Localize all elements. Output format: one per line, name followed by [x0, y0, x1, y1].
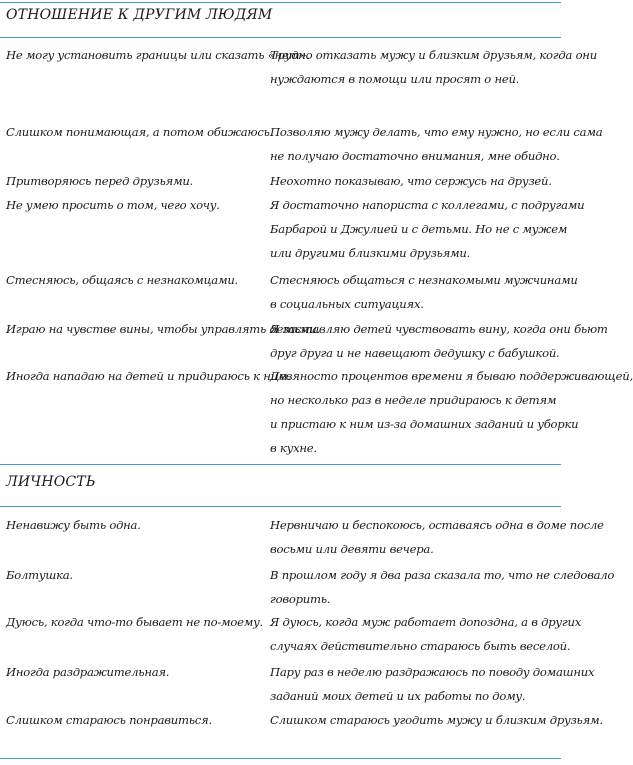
section-title-relations: ОТНОШЕНИЕ К ДРУГИМ ЛЮДЯМ: [6, 7, 273, 23]
row-left: Дуюсь, когда что-то бывает не по-моему.: [6, 615, 263, 629]
row-right: Стесняюсь общаться с незнакомыми мужчинами в социальных ситуациях.: [270, 273, 578, 311]
row-right: Неохотно показываю, что сержусь на друзей.: [270, 174, 552, 188]
row-left: Слишком понимающая, а потом обижаюсь.: [6, 125, 274, 139]
section-divider-top: [0, 2, 561, 3]
row-right: В прошлом году я два раза сказала то, что не следовало говорить.: [270, 568, 615, 606]
row-left: Ненавижу быть одна.: [6, 518, 141, 532]
section-title-personality: ЛИЧНОСТЬ: [6, 474, 96, 490]
row-left: Иногда нападаю на детей и придираюсь к ним.: [6, 369, 291, 383]
row-left: Не могу установить границы или сказать «нет».: [6, 48, 310, 62]
row-right: Девяносто процентов времени я бываю поддерживающей, но несколько раз в неделе придираюсь к детям и пристаю к ним из-за домашних заданий и уборки в кухне.: [270, 369, 633, 455]
row-right: Я заставляю детей чувствовать вину, когда они бьют друг друга и не навещают дедушку с бабушкой.: [270, 322, 608, 360]
section-divider: [0, 37, 561, 38]
row-right: Трудно отказать мужу и близким друзьям, когда они нуждаются в помощи или просят о ней.: [270, 48, 597, 86]
row-right: Позволяю мужу делать, что ему нужно, но если сама не получаю достаточно внимания, мне обидно.: [270, 125, 603, 163]
row-right: Я достаточно напориста с коллегами, с подругами Барбарой и Джулией и с детьми. Но не с мужем или другими близкими друзьями.: [270, 198, 585, 260]
row-left: Притворяюсь перед друзьями.: [6, 174, 193, 188]
row-left: Иногда раздражительная.: [6, 665, 170, 679]
section-divider: [0, 464, 561, 465]
row-left: Слишком стараюсь понравиться.: [6, 713, 212, 727]
row-left: Не умею просить о том, чего хочу.: [6, 198, 220, 212]
row-right: Пару раз в неделю раздражаюсь по поводу домашних заданий моих детей и их работы по дому.: [270, 665, 595, 703]
section-divider-bottom: [0, 758, 561, 759]
section-divider: [0, 506, 561, 507]
row-left: Стесняюсь, общаясь с незнакомцами.: [6, 273, 238, 287]
row-left: Играю на чувстве вины, чтобы управлять детьми.: [6, 322, 321, 336]
row-right: Нервничаю и беспокоюсь, оставаясь одна в доме после восьми или девяти вечера.: [270, 518, 604, 556]
row-left: Болтушка.: [6, 568, 73, 582]
row-right: Слишком стараюсь угодить мужу и близким друзьям.: [270, 713, 603, 727]
row-right: Я дуюсь, когда муж работает допоздна, а в других случаях действительно стараюсь быть веселой.: [270, 615, 582, 653]
